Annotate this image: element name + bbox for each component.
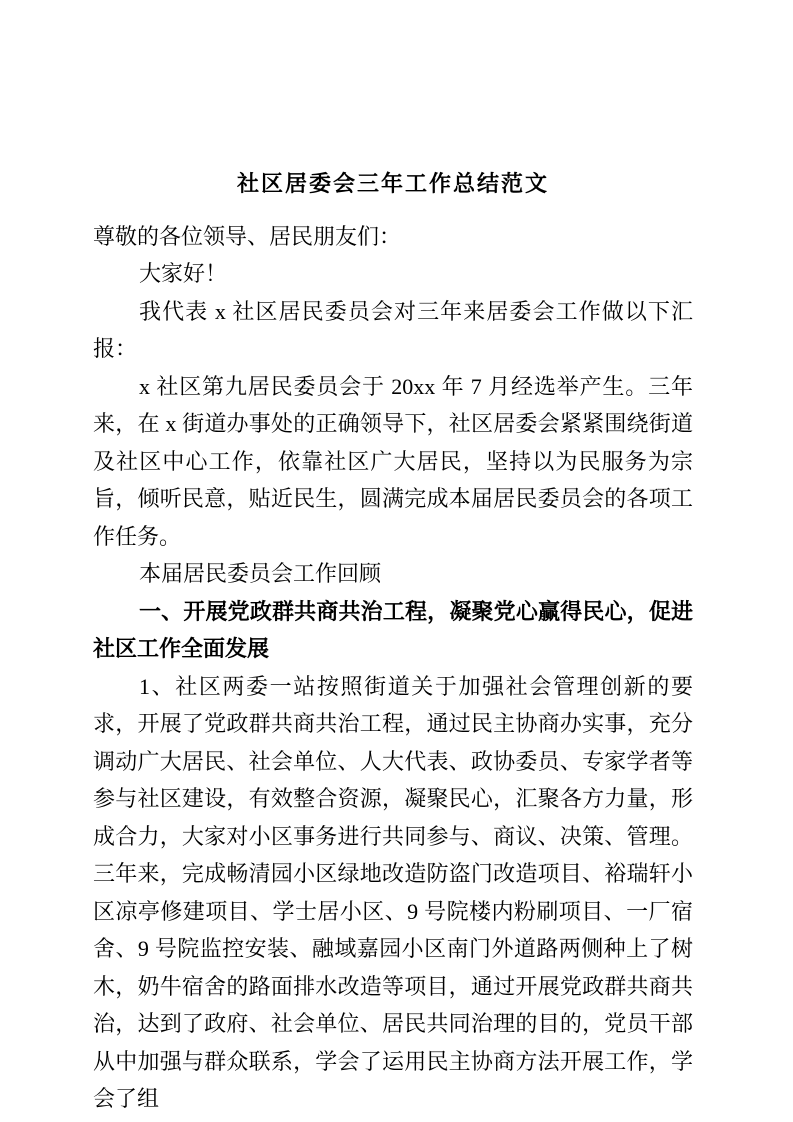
- document-content: [93, 165, 693, 1118]
- paragraph: 大家好！: [139, 261, 228, 286]
- paragraph: x 社区第九居民委员会于 20xx 年 7 月经选举产生。三年来，在 x 街道办事处的正确领导下，社区居委会紧紧围绕街道及社区中心工作，依靠社区广大居民，坚持以为民服务为宗旨，倾听民意，贴近民生，圆满完成本届居民委员会的各项工作任务。: [93, 373, 693, 549]
- document-body: [93, 218, 693, 1118]
- paragraph: 我代表 x 社区居民委员会对三年来居委会工作做以下汇报：: [93, 298, 693, 361]
- paragraph: 1、社区两委一站按照街道关于加强社会管理创新的要求，开展了党政群共商共治工程，通过民主协商办实事，充分调动广大居民、社会单位、人大代表、政协委员、专家学者等参与社区建设，有效整合资源，凝聚民心，汇聚各方力量，形成合力，大家对小区事务进行共同参与、商议、决策、管理。三年来，完成畅清园小区绿地改造防盗门改造项目、裕瑞轩小区凉亭修建项目、学士居小区、9 号院楼内粉刷项目、一厂宿舍、9 号院监控安装、融域嘉园小区南门外道路两侧种上了树木，奶牛宿舍的路面排水改造等项目，通过开展党政群共商共治，达到了政府、社会单位、居民共同治理的目的，党员干部从中加强与群众联系，学会了运用民主协商方法开展工作，学会了组: [93, 673, 693, 1111]
- paragraph: 本届居民委员会工作回顾: [139, 561, 382, 586]
- paragraph: 尊敬的各位领导、居民朋友们：: [93, 223, 402, 249]
- section-heading: 一、开展党政群共商共治工程，凝聚党心赢得民心，促进社区工作全面发展: [93, 598, 693, 661]
- document-title: 社区居委会三年工作总结范文: [236, 171, 549, 196]
